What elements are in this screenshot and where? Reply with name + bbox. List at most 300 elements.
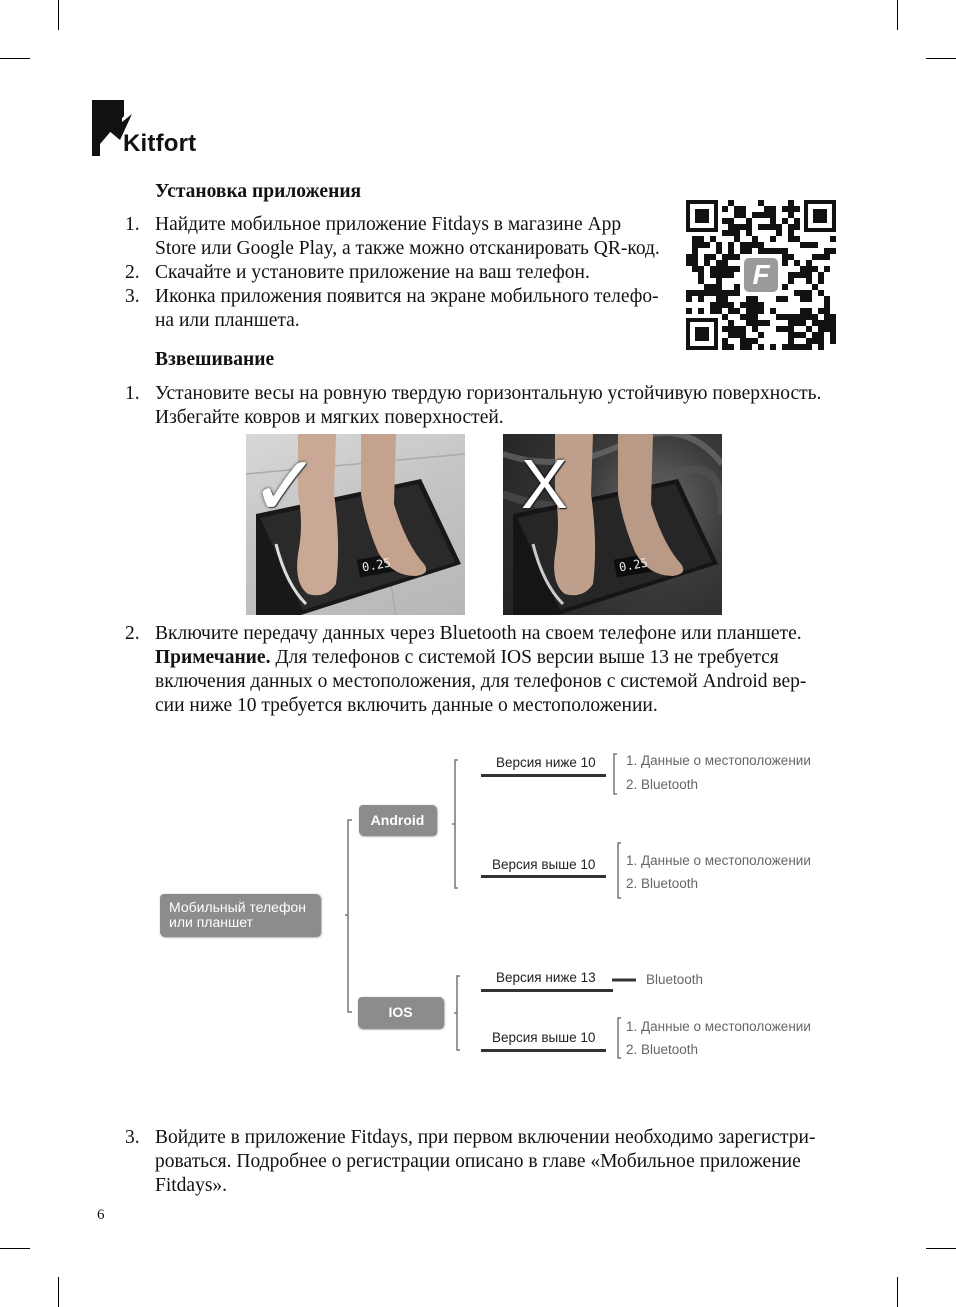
note-label: Примечание.	[155, 647, 271, 668]
qr-module	[716, 260, 722, 266]
qr-module	[746, 308, 752, 314]
qr-module	[686, 260, 692, 266]
qr-module	[722, 266, 728, 272]
scale-display: 0.25	[618, 555, 649, 575]
qr-module	[764, 212, 770, 218]
qr-module	[728, 326, 734, 332]
android-below-item: 1. Данные о местоположении	[626, 753, 811, 768]
qr-module	[740, 344, 746, 350]
qr-module	[704, 242, 710, 248]
qr-module	[794, 332, 800, 338]
qr-module	[740, 248, 746, 254]
qr-module	[806, 278, 812, 284]
qr-module	[788, 200, 794, 206]
list-text: включения данных о местоположения, для телефонов с системой Android вер-	[155, 671, 807, 692]
qr-module	[788, 344, 794, 350]
qr-module	[806, 266, 812, 272]
qr-module	[764, 224, 770, 230]
crop-mark	[926, 58, 956, 59]
qr-module	[728, 224, 734, 230]
qr-module	[746, 224, 752, 230]
qr-module	[758, 224, 764, 230]
list-number: 3.	[125, 286, 140, 307]
qr-module	[800, 242, 806, 248]
ios-below-item: Bluetooth	[646, 972, 704, 987]
qr-module	[740, 212, 746, 218]
qr-module	[788, 320, 794, 326]
qr-module	[758, 200, 764, 206]
qr-module	[716, 296, 722, 302]
list-item	[125, 261, 685, 285]
qr-module	[722, 254, 728, 260]
ios-above-item: 1. Данные о местоположении	[626, 1019, 811, 1034]
qr-module	[728, 248, 734, 254]
list-number: 2.	[125, 262, 140, 283]
qr-module	[788, 326, 794, 332]
qr-module	[794, 218, 800, 224]
weighing-heading: Взвешивание	[155, 349, 275, 370]
qr-module	[734, 284, 740, 290]
qr-module	[692, 236, 698, 242]
qr-module	[734, 326, 740, 332]
qr-module	[686, 290, 692, 296]
device-box	[160, 894, 320, 936]
qr-module	[710, 236, 716, 242]
qr-module	[692, 254, 698, 260]
qr-module	[692, 260, 698, 266]
qr-module	[770, 212, 776, 218]
qr-module	[806, 290, 812, 296]
qr-module	[770, 236, 776, 242]
list-number: 1.	[125, 383, 140, 404]
qr-module	[818, 308, 824, 314]
qr-module	[794, 344, 800, 350]
qr-module	[746, 242, 752, 248]
qr-module	[722, 314, 728, 320]
qr-module	[770, 218, 776, 224]
qr-module	[752, 338, 758, 344]
qr-module	[752, 326, 758, 332]
ios-above-item: 2. Bluetooth	[626, 1042, 699, 1057]
qr-module	[782, 296, 788, 302]
device-label-line2: или планшет	[169, 914, 253, 930]
crop-mark	[897, 0, 898, 30]
qr-module	[746, 296, 752, 302]
qr-module	[698, 296, 704, 302]
qr-module	[686, 296, 692, 302]
list-text: сии ниже 10 требуется включить данные о местоположении.	[155, 695, 658, 716]
qr-module	[800, 314, 806, 320]
qr-module	[752, 314, 758, 320]
qr-module	[794, 314, 800, 320]
qr-module	[818, 326, 824, 332]
qr-module	[800, 332, 806, 338]
qr-module	[722, 260, 728, 266]
qr-module	[818, 338, 824, 344]
cross-icon: X	[521, 445, 568, 523]
qr-module	[818, 320, 824, 326]
qr-module	[734, 308, 740, 314]
qr-module	[788, 230, 794, 236]
qr-module	[776, 326, 782, 332]
list-item	[125, 213, 685, 261]
qr-module	[704, 290, 710, 296]
qr-module	[692, 248, 698, 254]
qr-module	[830, 320, 836, 326]
qr-module	[782, 206, 788, 212]
qr-module	[812, 254, 818, 260]
install-heading: Установка приложения	[155, 181, 362, 202]
list-text: Войдите в приложение Fitdays, при первом включении необходимо зарегистри-	[155, 1127, 816, 1148]
qr-module	[806, 242, 812, 248]
qr-module	[728, 272, 734, 278]
qr-module	[788, 338, 794, 344]
qr-module	[788, 332, 794, 338]
qr-module	[788, 236, 794, 242]
qr-module	[764, 248, 770, 254]
qr-module	[692, 266, 698, 272]
qr-module	[806, 260, 812, 266]
qr-module	[728, 320, 734, 326]
qr-module	[698, 266, 704, 272]
list-text: Fitdays».	[155, 1175, 228, 1196]
android-below-10-label: Версия ниже 10	[496, 755, 596, 770]
qr-module	[728, 308, 734, 314]
qr-module	[752, 242, 758, 248]
qr-module	[758, 332, 764, 338]
qr-module	[740, 314, 746, 320]
qr-module	[722, 230, 728, 236]
photo-carpet	[503, 434, 722, 615]
qr-module	[806, 308, 812, 314]
qr-module	[830, 248, 836, 254]
qr-module	[758, 302, 764, 308]
qr-module	[746, 248, 752, 254]
qr-module	[734, 224, 740, 230]
qr-module	[776, 230, 782, 236]
list-text: Установите весы на ровную твердую горизонтальную устойчивую поверхность.	[155, 383, 822, 404]
qr-module	[740, 302, 746, 308]
qr-module	[788, 212, 794, 218]
qr-module	[776, 248, 782, 254]
qr-module	[830, 338, 836, 344]
qr-module	[812, 320, 818, 326]
list-text: Скачайте и установите приложение на ваш телефон.	[155, 262, 590, 283]
qr-module	[746, 320, 752, 326]
qr-module	[722, 272, 728, 278]
qr-module	[752, 212, 758, 218]
photo-hard-floor	[246, 434, 465, 615]
qr-module	[800, 266, 806, 272]
qr-module	[752, 308, 758, 314]
android-above-item: 1. Данные о местоположении	[626, 853, 811, 868]
android-below-item: 2. Bluetooth	[626, 777, 699, 792]
qr-module	[770, 308, 776, 314]
qr-module	[818, 344, 824, 350]
qr-module	[710, 272, 716, 278]
qr-module	[716, 284, 722, 290]
qr-module	[716, 302, 722, 308]
crop-mark	[58, 0, 59, 30]
list-text: Store или Google Play, а также можно отсканировать QR-код.	[155, 238, 660, 259]
qr-module	[740, 332, 746, 338]
qr-module	[734, 332, 740, 338]
qr-module	[698, 278, 704, 284]
checkmark-icon: ✓	[250, 437, 321, 535]
qr-module	[740, 206, 746, 212]
qr-module	[782, 314, 788, 320]
qr-module	[794, 290, 800, 296]
crop-mark	[0, 58, 30, 59]
qr-module	[776, 314, 782, 320]
qr-module	[728, 218, 734, 224]
qr-module	[788, 254, 794, 260]
list-number: 3.	[125, 1127, 140, 1148]
list-text: Найдите мобильное приложение Fitdays в магазине App	[155, 214, 622, 235]
qr-module	[824, 266, 830, 272]
qr-module	[824, 308, 830, 314]
qr-code[interactable]	[686, 200, 836, 350]
qr-module	[800, 308, 806, 314]
qr-module	[806, 314, 812, 320]
qr-module	[830, 326, 836, 332]
qr-module	[830, 332, 836, 338]
note-text: Для телефонов с системой IOS версии выше 13 не требуется	[270, 647, 779, 668]
qr-module	[722, 326, 728, 332]
qr-module	[752, 302, 758, 308]
qr-module	[746, 302, 752, 308]
qr-module	[710, 254, 716, 260]
qr-module	[788, 272, 794, 278]
qr-module	[722, 206, 728, 212]
qr-module	[830, 236, 836, 242]
underline	[481, 989, 613, 992]
qr-module	[740, 242, 746, 248]
list-number: 1.	[125, 214, 140, 235]
qr-module	[764, 206, 770, 212]
qr-module	[746, 338, 752, 344]
qr-module	[716, 290, 722, 296]
list-number: 2.	[125, 623, 140, 644]
qr-module	[824, 320, 830, 326]
qr-module	[824, 296, 830, 302]
android-above-item: 2. Bluetooth	[626, 876, 699, 891]
qr-module	[806, 326, 812, 332]
qr-module	[734, 206, 740, 212]
qr-module	[794, 206, 800, 212]
qr-module	[704, 284, 710, 290]
qr-module	[794, 260, 800, 266]
qr-module	[692, 242, 698, 248]
qr-module	[740, 338, 746, 344]
crop-mark	[0, 1248, 30, 1249]
qr-module	[824, 326, 830, 332]
qr-module	[722, 338, 728, 344]
page-number: 6	[97, 1207, 105, 1223]
qr-module	[776, 224, 782, 230]
device-label-line1: Мобильный телефон	[169, 899, 306, 915]
qr-module	[830, 314, 836, 320]
qr-module	[734, 290, 740, 296]
qr-module	[806, 272, 812, 278]
list-text: Включите передачу данных через Bluetooth на своем телефоне или планшете.	[155, 623, 802, 644]
qr-module	[824, 248, 830, 254]
list-text: Избегайте ковров и мягких поверхностей.	[155, 407, 504, 428]
qr-module	[782, 260, 788, 266]
qr-module	[758, 248, 764, 254]
qr-module	[716, 272, 722, 278]
qr-logo-letter: F	[752, 259, 770, 290]
qr-module	[782, 344, 788, 350]
qr-module	[722, 290, 728, 296]
qr-module	[752, 296, 758, 302]
underline	[481, 1049, 606, 1052]
list-text: роваться. Подробнее о регистрации описано в главе «Мобильное приложение	[155, 1151, 801, 1172]
qr-module	[752, 320, 758, 326]
crop-mark	[897, 1277, 898, 1307]
qr-module	[776, 296, 782, 302]
qr-module	[746, 230, 752, 236]
android-box: Android	[359, 805, 436, 835]
qr-module	[818, 272, 824, 278]
qr-module	[716, 266, 722, 272]
qr-module	[758, 212, 764, 218]
qr-module	[692, 290, 698, 296]
qr-module	[710, 302, 716, 308]
qr-module	[722, 302, 728, 308]
qr-module	[698, 242, 704, 248]
qr-module	[704, 254, 710, 260]
qr-module	[788, 278, 794, 284]
qr-module	[740, 224, 746, 230]
qr-module	[728, 344, 734, 350]
qr-module	[782, 254, 788, 260]
qr-module	[722, 218, 728, 224]
qr-module	[794, 236, 800, 242]
crop-mark	[926, 1248, 956, 1249]
qr-module	[716, 278, 722, 284]
qr-module	[788, 206, 794, 212]
qr-module	[782, 326, 788, 332]
qr-code-icon	[686, 200, 836, 350]
qr-module	[800, 272, 806, 278]
qr-module	[824, 302, 830, 308]
qr-module	[812, 338, 818, 344]
qr-module	[722, 296, 728, 302]
qr-module	[704, 260, 710, 266]
qr-module	[806, 338, 812, 344]
qr-module	[734, 254, 740, 260]
qr-module	[740, 326, 746, 332]
qr-module	[758, 344, 764, 350]
qr-module	[800, 320, 806, 326]
qr-module	[794, 320, 800, 326]
list-item	[125, 622, 865, 718]
qr-module	[752, 236, 758, 242]
ios-box: IOS	[358, 997, 443, 1028]
scale-display: 0.25	[361, 555, 392, 575]
list-item	[125, 285, 685, 333]
qr-module	[770, 206, 776, 212]
qr-module	[710, 290, 716, 296]
qr-module	[728, 290, 734, 296]
qr-module	[728, 332, 734, 338]
qr-module	[686, 254, 692, 260]
qr-module	[770, 344, 776, 350]
list-text: Иконка приложения появится на экране мобильного телефо-	[155, 286, 659, 307]
qr-module	[734, 230, 740, 236]
qr-module	[758, 320, 764, 326]
qr-module	[710, 308, 716, 314]
qr-module	[710, 266, 716, 272]
qr-module	[728, 230, 734, 236]
qr-module	[734, 212, 740, 218]
qr-module	[824, 254, 830, 260]
permissions-diagram	[0, 740, 956, 1070]
qr-module	[698, 272, 704, 278]
qr-module	[728, 200, 734, 206]
qr-module	[824, 314, 830, 320]
android-above-10-label: Версия выше 10	[492, 857, 596, 872]
underline	[481, 774, 606, 777]
qr-module	[770, 224, 776, 230]
qr-module	[728, 242, 734, 248]
qr-module	[812, 266, 818, 272]
qr-module	[710, 284, 716, 290]
qr-module	[788, 224, 794, 230]
ios-below-13-label: Версия ниже 13	[496, 970, 596, 985]
qr-module	[800, 344, 806, 350]
qr-module	[716, 248, 722, 254]
qr-module	[782, 218, 788, 224]
qr-module	[746, 344, 752, 350]
qr-module	[758, 242, 764, 248]
crop-mark	[58, 1277, 59, 1307]
note-line	[155, 646, 806, 670]
qr-module	[794, 272, 800, 278]
qr-module	[746, 218, 752, 224]
qr-module	[812, 284, 818, 290]
qr-module	[746, 314, 752, 320]
list-item	[125, 382, 865, 430]
qr-module	[794, 224, 800, 230]
qr-module	[818, 254, 824, 260]
qr-module	[818, 290, 824, 296]
brand-name: Kitfort	[123, 130, 197, 157]
qr-module	[806, 296, 812, 302]
install-list	[125, 213, 685, 333]
underline	[481, 875, 606, 878]
brand-logo	[92, 100, 212, 160]
qr-module	[734, 236, 740, 242]
list-item	[125, 1126, 865, 1198]
qr-module	[686, 308, 692, 314]
qr-module	[728, 254, 734, 260]
qr-module	[812, 314, 818, 320]
qr-module	[698, 308, 704, 314]
qr-module	[698, 236, 704, 242]
qr-module	[788, 314, 794, 320]
qr-module	[818, 332, 824, 338]
qr-module	[722, 344, 728, 350]
qr-module	[758, 308, 764, 314]
qr-module	[716, 308, 722, 314]
qr-module	[734, 266, 740, 272]
qr-module	[764, 320, 770, 326]
qr-module	[728, 266, 734, 272]
qr-module	[800, 296, 806, 302]
ios-above-10-label: Версия выше 10	[492, 1030, 596, 1045]
